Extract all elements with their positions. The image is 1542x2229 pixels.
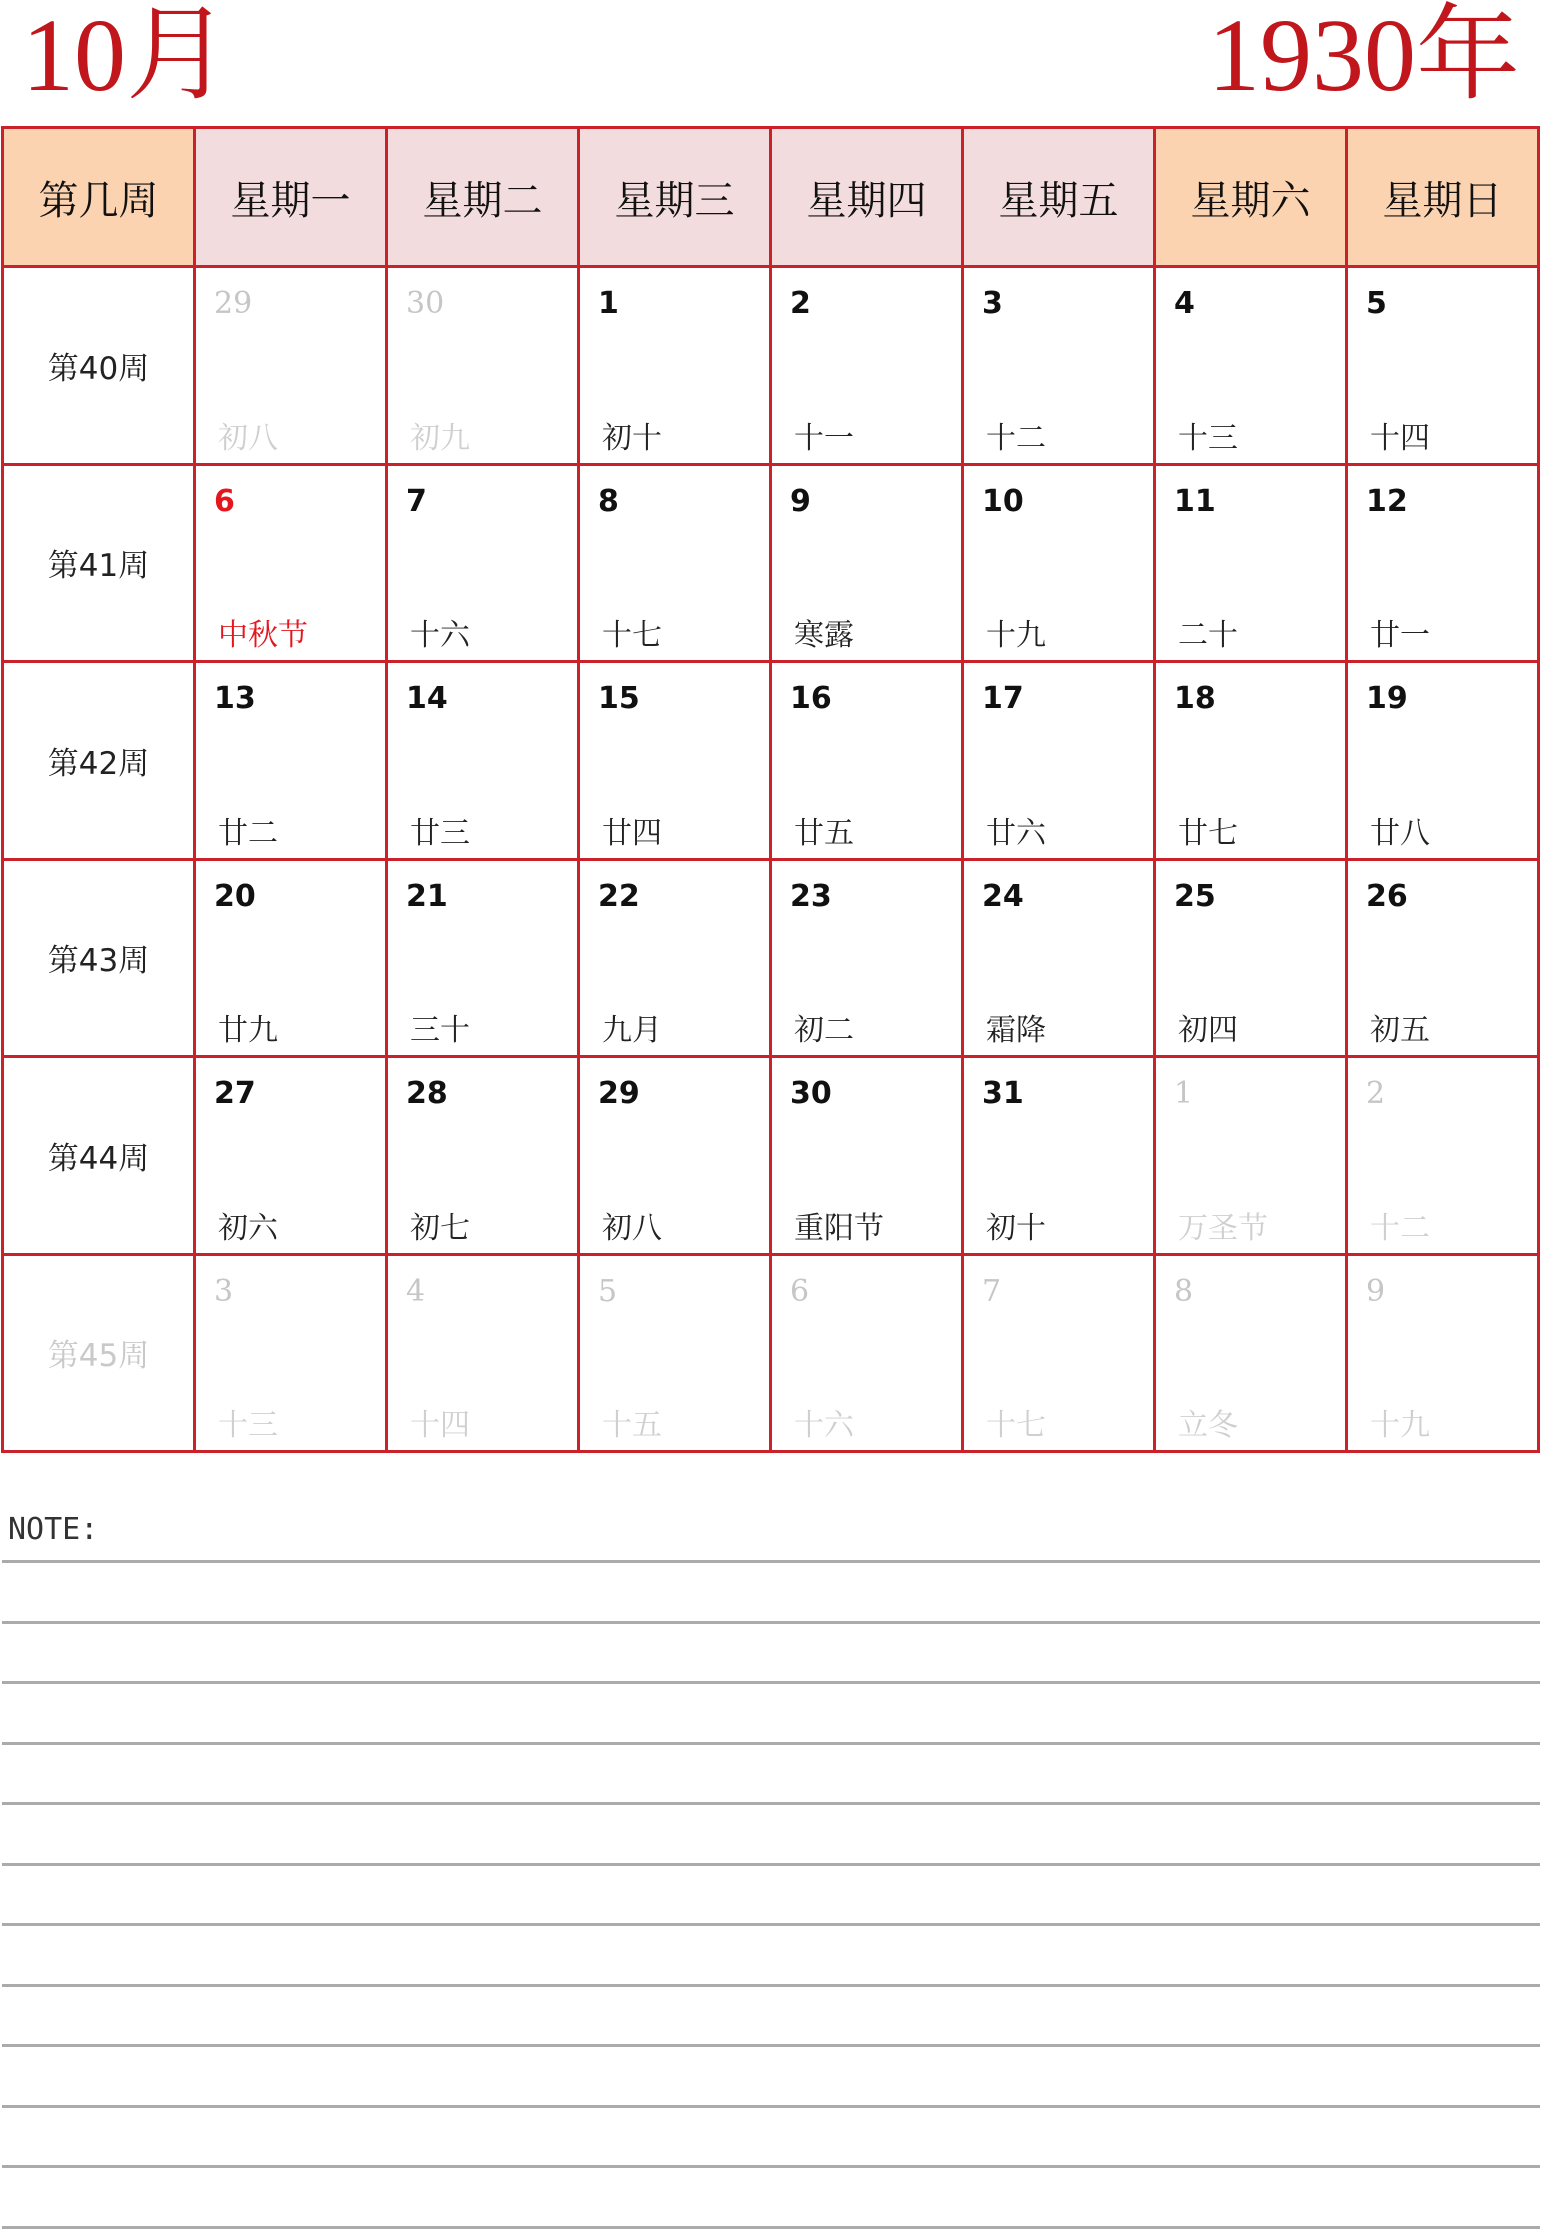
- week-number-cell: 第40周: [3, 267, 195, 465]
- day-number: 29: [214, 286, 253, 321]
- lunar-date: 十三: [1178, 420, 1238, 456]
- lunar-date: 廿二: [218, 815, 278, 851]
- note-line[interactable]: [2, 2105, 1540, 2108]
- day-cell[interactable]: [387, 267, 579, 465]
- day-number: 26: [1366, 878, 1408, 914]
- lunar-date: 万圣节: [1178, 1210, 1268, 1246]
- day-number: 9: [790, 483, 811, 519]
- lunar-date: 廿五: [794, 815, 854, 851]
- header-thursday: 星期四: [771, 128, 963, 267]
- day-number: 2: [1366, 1076, 1386, 1111]
- week-row: [3, 1057, 1539, 1255]
- lunar-date: 重阳节: [794, 1210, 884, 1246]
- day-number: 19: [1366, 681, 1408, 716]
- day-number: 15: [598, 681, 640, 716]
- day-cell[interactable]: [963, 267, 1155, 465]
- header-monday: 星期一: [195, 128, 387, 267]
- day-number: 24: [982, 878, 1024, 914]
- day-cell[interactable]: [579, 859, 771, 1057]
- lunar-date: 中秋节: [218, 618, 308, 653]
- day-number: 30: [406, 286, 445, 321]
- day-number: 28: [406, 1076, 448, 1111]
- header-friday: 星期五: [963, 128, 1155, 267]
- day-cell[interactable]: [1347, 859, 1539, 1057]
- day-cell[interactable]: [387, 662, 579, 860]
- note-line[interactable]: [2, 1923, 1540, 1926]
- calendar-grid: [1, 126, 1540, 1453]
- day-number: 20: [214, 878, 256, 914]
- day-number: 8: [598, 483, 619, 519]
- note-line[interactable]: [2, 2044, 1540, 2047]
- day-number: 27: [214, 1076, 256, 1111]
- day-cell[interactable]: [771, 1254, 963, 1452]
- week-number-cell: 第44周: [3, 1057, 195, 1255]
- lunar-date: 初九: [410, 420, 470, 456]
- lunar-date: 立冬: [1178, 1408, 1238, 1443]
- day-number: 11: [1174, 483, 1216, 519]
- day-cell[interactable]: [1347, 1254, 1539, 1452]
- lunar-date: 十三: [218, 1408, 278, 1443]
- day-cell[interactable]: [195, 267, 387, 465]
- day-number: 17: [982, 681, 1024, 716]
- lunar-date: 十九: [1370, 1408, 1430, 1443]
- note-label: NOTE:: [8, 1512, 99, 1547]
- lunar-date: 初二: [794, 1013, 854, 1048]
- day-number: 3: [214, 1273, 234, 1309]
- year-title: 1930年: [1207, 0, 1520, 113]
- lunar-date: 初八: [602, 1210, 662, 1246]
- day-cell[interactable]: [195, 662, 387, 860]
- day-number: 14: [406, 681, 448, 716]
- week-number-cell: 第45周: [3, 1254, 195, 1452]
- day-cell[interactable]: [963, 859, 1155, 1057]
- day-number: 6: [790, 1273, 810, 1309]
- day-number: 7: [406, 483, 427, 519]
- week-row: [3, 267, 1539, 465]
- month-title: 10月: [22, 0, 231, 113]
- calendar-body: [3, 267, 1539, 1452]
- day-cell[interactable]: [771, 662, 963, 860]
- lunar-date: 初十: [602, 420, 662, 456]
- day-cell[interactable]: [387, 1254, 579, 1452]
- day-number: 29: [598, 1076, 640, 1111]
- day-cell[interactable]: [579, 1057, 771, 1255]
- day-cell[interactable]: [579, 267, 771, 465]
- day-number: 18: [1174, 681, 1216, 716]
- day-number: 5: [1366, 286, 1387, 321]
- lunar-date: 二十: [1178, 618, 1238, 653]
- lunar-date: 十六: [794, 1408, 854, 1443]
- day-cell[interactable]: [387, 464, 579, 662]
- day-cell[interactable]: [579, 1254, 771, 1452]
- day-cell[interactable]: [771, 1057, 963, 1255]
- day-number: 4: [406, 1273, 426, 1309]
- day-number: 31: [982, 1076, 1024, 1111]
- lunar-date: 寒露: [794, 618, 854, 653]
- note-line[interactable]: [2, 2226, 1540, 2229]
- day-cell[interactable]: [1347, 1057, 1539, 1255]
- day-cell[interactable]: [1155, 1254, 1347, 1452]
- day-cell[interactable]: [963, 662, 1155, 860]
- day-cell[interactable]: [771, 267, 963, 465]
- day-number: 30: [790, 1076, 832, 1111]
- lunar-date: 十六: [410, 618, 470, 653]
- day-cell[interactable]: [579, 662, 771, 860]
- week-row: [3, 662, 1539, 860]
- day-cell[interactable]: [579, 464, 771, 662]
- day-number: 10: [982, 483, 1024, 519]
- lunar-date: 十四: [1370, 420, 1430, 456]
- note-line[interactable]: [2, 1863, 1540, 1866]
- calendar-header: [0, 0, 1542, 120]
- day-number: 21: [406, 878, 448, 914]
- day-number: 1: [1174, 1076, 1194, 1111]
- lunar-date: 十四: [410, 1408, 470, 1443]
- week-row: [3, 859, 1539, 1057]
- day-number: 4: [1174, 286, 1195, 321]
- note-line[interactable]: [2, 1621, 1540, 1624]
- lunar-date: 十二: [1370, 1210, 1430, 1246]
- lunar-date: 廿七: [1178, 815, 1238, 851]
- day-number: 23: [790, 878, 832, 914]
- lunar-date: 十二: [986, 420, 1046, 456]
- lunar-date: 三十: [410, 1013, 470, 1048]
- day-number: 8: [1174, 1273, 1194, 1309]
- lunar-date: 十七: [986, 1408, 1046, 1443]
- note-line[interactable]: [2, 1802, 1540, 1805]
- day-cell[interactable]: [195, 464, 387, 662]
- lunar-date: 廿六: [986, 815, 1046, 851]
- week-row: [3, 1254, 1539, 1452]
- day-number: 16: [790, 681, 832, 716]
- day-cell[interactable]: [1347, 267, 1539, 465]
- day-cell[interactable]: [1155, 464, 1347, 662]
- day-cell[interactable]: [387, 1057, 579, 1255]
- day-cell[interactable]: [771, 859, 963, 1057]
- day-cell[interactable]: [387, 859, 579, 1057]
- day-number: 2: [790, 286, 811, 321]
- lunar-date: 初八: [218, 420, 278, 456]
- day-number: 6: [214, 483, 235, 519]
- day-cell[interactable]: [1155, 267, 1347, 465]
- lunar-date: 初五: [1370, 1013, 1430, 1048]
- lunar-date: 初四: [1178, 1013, 1238, 1048]
- day-number: 12: [1366, 483, 1408, 519]
- lunar-date: 初七: [410, 1210, 470, 1246]
- day-cell[interactable]: [771, 464, 963, 662]
- day-cell[interactable]: [1155, 859, 1347, 1057]
- day-number: 13: [214, 681, 256, 716]
- day-cell[interactable]: [195, 1057, 387, 1255]
- lunar-date: 廿九: [218, 1013, 278, 1048]
- day-number: 3: [982, 286, 1003, 321]
- day-cell[interactable]: [195, 1254, 387, 1452]
- day-number: 7: [982, 1273, 1002, 1309]
- day-cell[interactable]: [195, 859, 387, 1057]
- lunar-date: 廿八: [1370, 815, 1430, 851]
- header-wednesday: 星期三: [579, 128, 771, 267]
- week-number-header: 第几周: [3, 128, 195, 267]
- lunar-date: 霜降: [986, 1013, 1046, 1048]
- day-cell[interactable]: [963, 1057, 1155, 1255]
- header-saturday: 星期六: [1155, 128, 1347, 267]
- weekday-header-row: [3, 128, 1539, 267]
- day-cell[interactable]: [963, 1254, 1155, 1452]
- lunar-date: 十九: [986, 618, 1046, 653]
- day-cell[interactable]: [1155, 1057, 1347, 1255]
- lunar-date: 初十: [986, 1210, 1046, 1246]
- day-cell[interactable]: [1347, 464, 1539, 662]
- note-line[interactable]: [2, 1560, 1540, 1563]
- day-cell[interactable]: [1347, 662, 1539, 860]
- note-line[interactable]: [2, 1984, 1540, 1987]
- day-number: 22: [598, 878, 640, 914]
- header-tuesday: 星期二: [387, 128, 579, 267]
- day-cell[interactable]: [963, 464, 1155, 662]
- lunar-date: 廿四: [602, 815, 662, 851]
- lunar-date: 初六: [218, 1210, 278, 1246]
- note-line[interactable]: [2, 1742, 1540, 1745]
- lunar-date: 十五: [602, 1408, 662, 1443]
- week-number-cell: 第43周: [3, 859, 195, 1057]
- week-number-cell: 第41周: [3, 464, 195, 662]
- header-sunday: 星期日: [1347, 128, 1539, 267]
- day-number: 1: [598, 286, 619, 321]
- note-line[interactable]: [2, 1681, 1540, 1684]
- day-number: 5: [598, 1273, 618, 1309]
- note-line[interactable]: [2, 2165, 1540, 2168]
- day-number: 25: [1174, 878, 1216, 914]
- lunar-date: 十一: [794, 420, 854, 456]
- week-row: [3, 464, 1539, 662]
- lunar-date: 廿三: [410, 815, 470, 851]
- lunar-date: 廿一: [1370, 618, 1430, 653]
- week-number-cell: 第42周: [3, 662, 195, 860]
- lunar-date: 十七: [602, 618, 662, 653]
- lunar-date: 九月: [602, 1013, 662, 1048]
- day-cell[interactable]: [1155, 662, 1347, 860]
- day-number: 9: [1366, 1273, 1386, 1309]
